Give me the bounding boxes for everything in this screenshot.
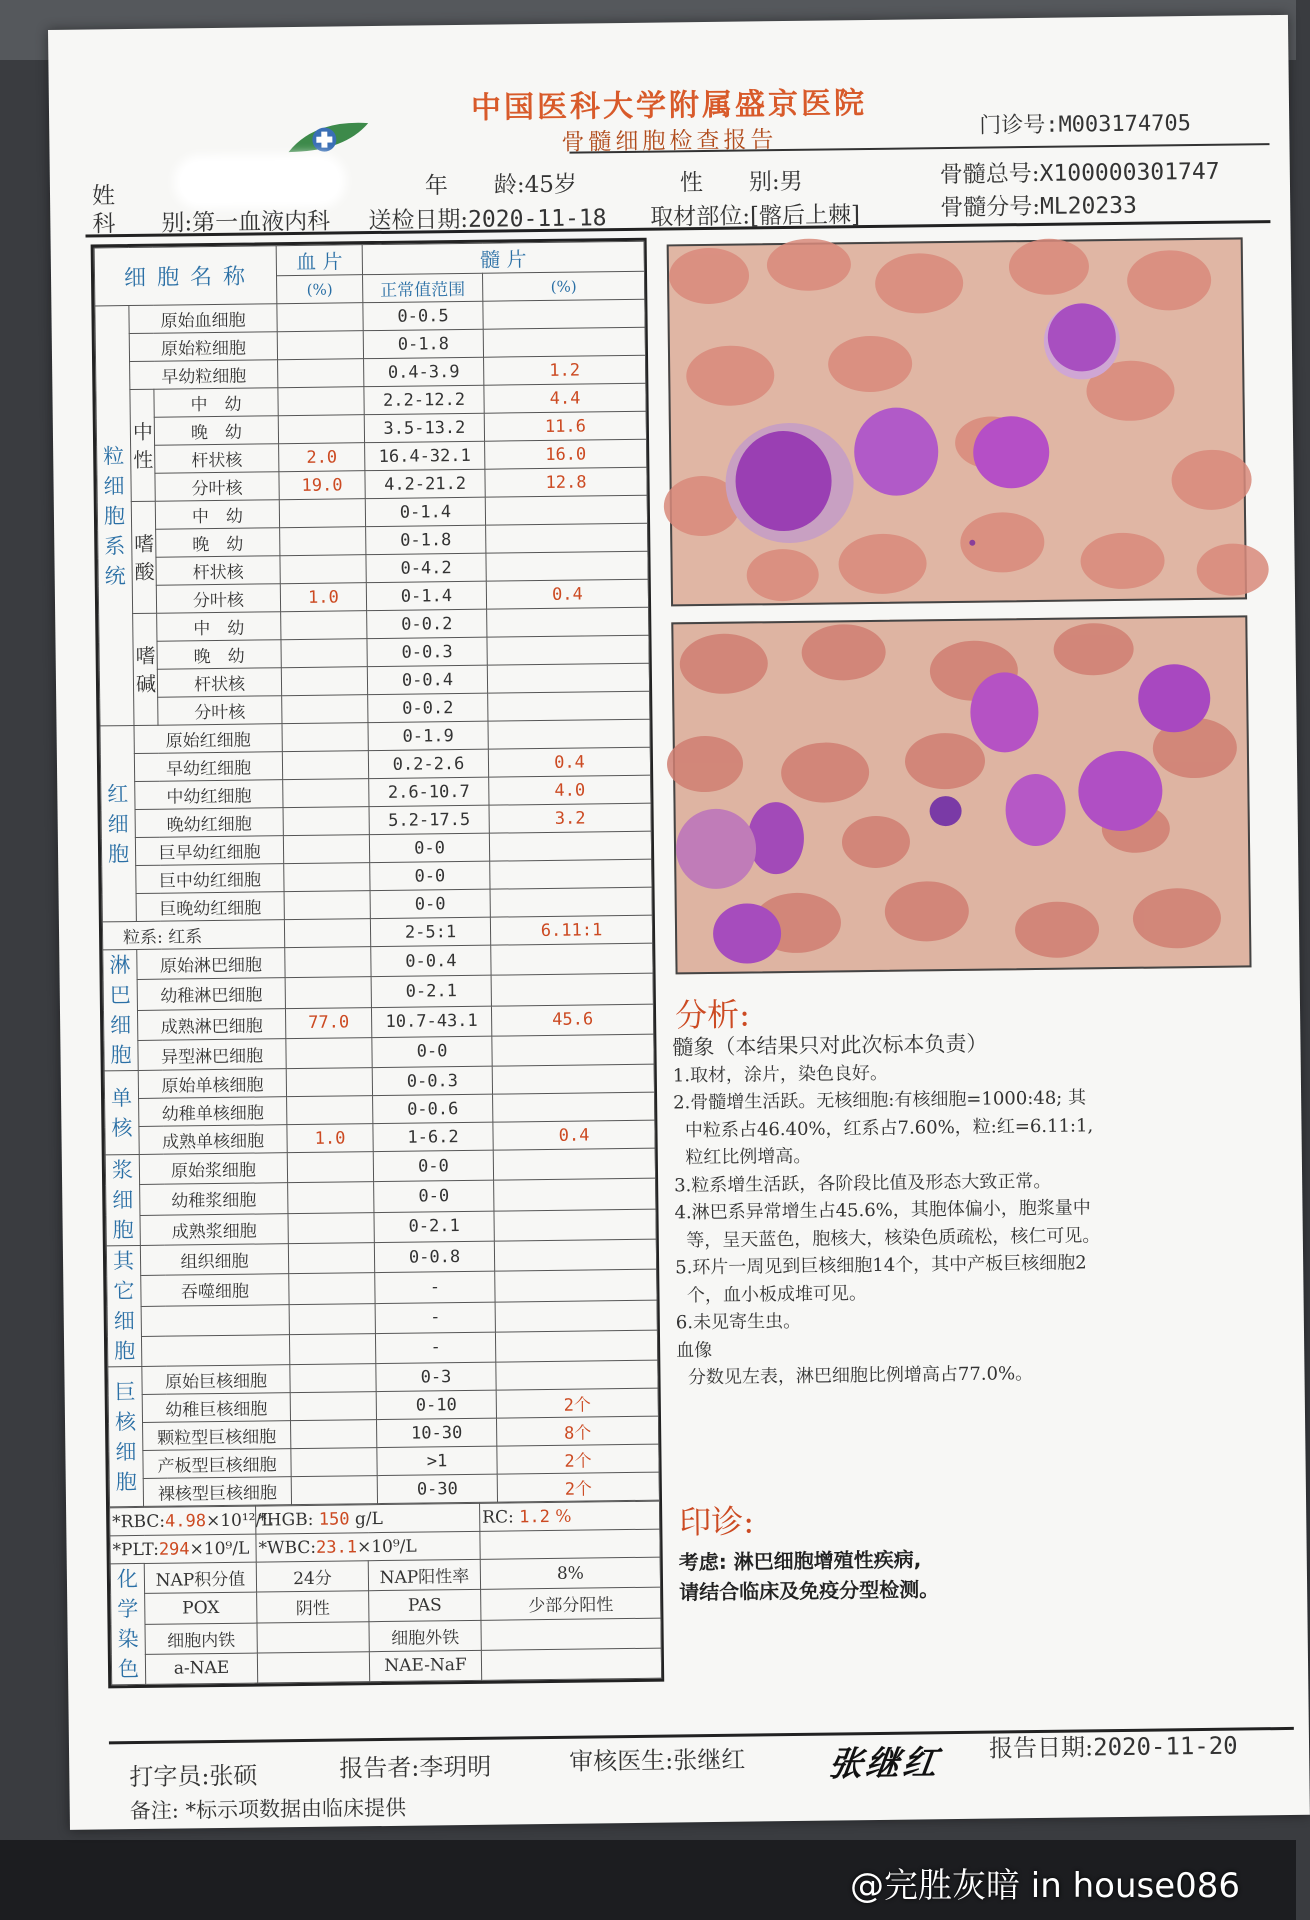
impression-title: 印诊:	[679, 1502, 755, 1542]
marrow-pct: 2个	[497, 1444, 659, 1474]
site-field: 取材部位:[髂后上棘]	[650, 202, 861, 231]
cell-name: 原始巨核细胞	[142, 1365, 290, 1395]
typist: 打字员:张硕	[129, 1761, 258, 1792]
cell-name: 巨晚幼红细胞	[136, 892, 284, 922]
blood-pct	[277, 303, 363, 332]
marrow-pct	[487, 607, 649, 637]
cell-name: 原始浆细胞	[139, 1153, 287, 1185]
marrow-pct	[493, 1148, 655, 1180]
blood-pct	[284, 891, 370, 920]
chem-row	[111, 1648, 661, 1685]
col-header-cell-name: 细 胞 名 称	[94, 246, 277, 306]
marrow-pct: 12.8	[485, 467, 647, 497]
normal-range: 0-1.8	[363, 329, 483, 358]
blood-pct	[284, 919, 370, 948]
blood-pct	[291, 1448, 377, 1477]
normal-range: 4.2-21.2	[365, 469, 485, 498]
marrow-pct	[492, 1064, 654, 1094]
cell-name: 杆状核	[156, 556, 280, 586]
marrow-pct	[489, 831, 651, 861]
analysis-title: 分析:	[674, 995, 751, 1035]
subgroup-baso: 嗜碱	[133, 613, 158, 725]
normal-range: 0-3	[376, 1362, 496, 1391]
marrow-pct: 16.0	[485, 439, 647, 469]
cell-name: 组织细胞	[140, 1244, 288, 1276]
blood-pct	[279, 499, 365, 528]
col-header-blood: 血 片	[276, 245, 362, 276]
blood-pct	[291, 1476, 377, 1505]
normal-range: 3.5-13.2	[364, 413, 484, 442]
marrow-pct: 45.6	[491, 1004, 653, 1036]
marrow-pct	[483, 327, 645, 357]
cell-name: 分叶核	[155, 472, 279, 502]
marrow-pct	[495, 1330, 657, 1362]
normal-range: 0-0	[369, 833, 489, 862]
marrow-pct	[490, 859, 652, 889]
group-erythro: 红细胞	[100, 726, 136, 922]
marrow-pct	[490, 887, 652, 917]
col-header-blood-pct: (%)	[277, 275, 363, 304]
normal-range: 0-1.4	[365, 497, 485, 526]
normal-range: 16.4-32.1	[365, 441, 485, 470]
pas-label: PAS	[369, 1590, 481, 1622]
group-mono: 单核	[104, 1070, 139, 1154]
blood-pct	[289, 1303, 375, 1334]
normal-range: -	[375, 1271, 495, 1303]
cell-count-table	[91, 238, 665, 1689]
analysis-line: 血像	[676, 1339, 713, 1361]
anae-value	[257, 1651, 369, 1683]
cell-name: 原始红细胞	[134, 724, 282, 754]
report-date: 报告日期:2020-11-20	[988, 1731, 1238, 1763]
normal-range: 0-1.4	[366, 581, 486, 610]
blood-pct	[287, 1152, 373, 1183]
normal-range: 2.2-12.2	[364, 385, 484, 414]
marrow-pct: 0.4	[488, 747, 650, 777]
extra-iron-value	[481, 1618, 661, 1650]
normal-range: 0-0	[370, 861, 490, 890]
cell-name: 成熟单核细胞	[139, 1125, 287, 1155]
blood-pct	[278, 387, 364, 416]
blood-pct: 19.0	[279, 471, 365, 500]
cell-name: 中 幼	[157, 612, 281, 642]
blood-pct	[278, 359, 364, 388]
naf-label: NAE-NaF	[369, 1650, 481, 1682]
normal-range: 0-0.4	[367, 665, 487, 694]
pas-value: 少部分阳性	[481, 1587, 661, 1619]
blood-pct	[278, 415, 364, 444]
marrow-pct	[494, 1178, 656, 1210]
wbc-cell: *WBC:23.1×10⁹/L	[256, 1531, 480, 1562]
cell-name	[141, 1334, 289, 1366]
col-header-marrow-pct: (%)	[483, 271, 645, 301]
normal-range: 0.2-2.6	[368, 749, 488, 778]
cell-name: 巨中幼红细胞	[136, 864, 284, 894]
normal-range: 0-0.6	[373, 1094, 493, 1123]
normal-range: 0-1.8	[366, 525, 486, 554]
analysis-line: 分数见左表，淋巴细胞比例增高占77.0%。	[676, 1363, 1034, 1389]
analysis-line: 1.取材，涂片，染色良好。	[672, 1062, 889, 1086]
blood-pct	[280, 527, 366, 556]
marrow-pct	[488, 719, 650, 749]
analysis-line: 3.粒系增生活跃，各阶段比值及形态大致正常。	[674, 1170, 1052, 1196]
cell-name: 吞噬细胞	[141, 1274, 289, 1306]
analysis-body	[672, 1027, 1276, 1392]
blood-pct	[282, 695, 368, 724]
blood-pct	[282, 751, 368, 780]
pox-value: 阴性	[257, 1591, 369, 1623]
group-plasma: 浆细胞	[105, 1154, 140, 1245]
normal-range: -	[375, 1302, 495, 1334]
impression-line: 考虑: 淋巴细胞增殖性疾病,	[678, 1547, 922, 1575]
cell-name: 晚幼红细胞	[135, 808, 283, 838]
marrow-pct	[495, 1269, 657, 1301]
nap-rate-value: 8%	[480, 1557, 660, 1589]
cell-name: 中 幼	[155, 500, 279, 530]
analysis-line: 个，血小板成堆可见。	[675, 1282, 868, 1306]
cell-name: 幼稚巨核细胞	[142, 1393, 290, 1423]
cell-name: 原始单核细胞	[138, 1069, 286, 1099]
marrow-pct	[487, 663, 649, 693]
normal-range: 0-0.3	[372, 1066, 492, 1095]
normal-range: 2-5:1	[370, 917, 490, 946]
cell-name: 巨早幼红细胞	[135, 836, 283, 866]
normal-range: -	[375, 1332, 495, 1364]
marrow-pct	[483, 299, 645, 329]
analysis-line: 粒红比例增高。	[673, 1145, 812, 1169]
marrow-pct: 0.4	[493, 1120, 655, 1150]
marrow-pct	[496, 1360, 658, 1390]
normal-range: 2.6-10.7	[369, 777, 489, 806]
cell-name: 颗粒型巨核细胞	[143, 1421, 291, 1451]
blood-pct	[285, 947, 371, 978]
normal-range: 5.2-17.5	[369, 805, 489, 834]
normal-range: 0-0.4	[371, 945, 491, 977]
marrow-pct: 6.11:1	[490, 915, 652, 945]
blood-pct	[286, 1037, 372, 1068]
anae-label: a-NAE	[145, 1653, 257, 1685]
normal-range: 0-0.2	[367, 609, 487, 638]
marrow-pct: 8个	[497, 1416, 659, 1446]
rbc-cell: *RBC:4.98×10¹²/L	[110, 1506, 256, 1536]
analysis-line: 2.骨髓增生活跃。无核细胞:有核细胞=1000:48; 其	[673, 1087, 1087, 1114]
subgroup-eos: 嗜酸	[131, 501, 156, 613]
blood-pct	[286, 1068, 372, 1097]
normal-range: 10.7-43.1	[371, 1006, 491, 1038]
blood-pct	[285, 977, 371, 1008]
cell-name: 产板型巨核细胞	[143, 1449, 291, 1479]
marrow-pct	[487, 635, 649, 665]
analysis-line: 等，呈天蓝色，胞核大，核染色质疏松，核仁可见。	[674, 1224, 1101, 1251]
normal-range: 1-6.2	[373, 1122, 493, 1151]
micrograph-1	[667, 237, 1247, 606]
cell-name: 晚 幼	[157, 640, 281, 670]
marrow-pct	[488, 691, 650, 721]
cell-name: 分叶核	[156, 584, 280, 614]
cell-name: 杆状核	[157, 668, 281, 698]
marrow-pct: 2个	[496, 1388, 658, 1418]
normal-range: 0-30	[377, 1474, 497, 1503]
normal-range: 0-0.2	[368, 693, 488, 722]
cell-name: 成熟浆细胞	[140, 1213, 288, 1245]
normal-range: 0-1.9	[368, 721, 488, 750]
blood-pct	[281, 639, 367, 668]
normal-range: 0-0	[372, 1036, 492, 1068]
blood-pct	[283, 779, 369, 808]
marrow-sub-field: 骨髓分号:ML20233	[940, 192, 1138, 222]
normal-range: 0-0.3	[367, 637, 487, 666]
marrow-pct	[491, 973, 653, 1005]
group-lympho: 淋巴细胞	[103, 949, 138, 1070]
blood-pct	[283, 835, 369, 864]
marrow-pct: 0.4	[486, 579, 648, 609]
sex-field: 性 别:男	[679, 168, 803, 197]
reporter: 报告者:李玥明	[339, 1752, 492, 1783]
blood-pct	[290, 1364, 376, 1393]
report-title: 骨髓细胞检查报告	[561, 127, 778, 156]
reviewer: 审核医生:张继红	[569, 1745, 746, 1776]
nap-rate-label: NAP阳性率	[368, 1559, 480, 1591]
blood-pct	[288, 1243, 374, 1274]
analysis-line: 中粒系占46.40%，红系占7.60%，粒:红=6.11:1,	[673, 1114, 1094, 1141]
blood-pct	[289, 1333, 375, 1364]
cell-name: 原始粒细胞	[129, 332, 277, 362]
normal-range: 0-2.1	[374, 1211, 494, 1243]
normal-range: 0-0	[374, 1180, 494, 1212]
micrograph-2	[671, 615, 1251, 974]
group-other: 其它细胞	[106, 1245, 141, 1366]
cell-name: 原始淋巴细胞	[137, 948, 285, 980]
report-paper	[48, 15, 1310, 1830]
normal-range: 0-0.5	[363, 301, 483, 330]
cell-name: 幼稚单核细胞	[139, 1097, 287, 1127]
hospital-name: 中国医科大学附属盛京医院	[470, 86, 868, 126]
analysis-line: 髓象（本结果只对此次标本负责）	[672, 1031, 988, 1060]
normal-range: 0-10	[376, 1390, 496, 1419]
normal-range: 0-0.8	[374, 1241, 494, 1273]
name-label: 姓	[91, 183, 116, 210]
nap-score-value: 24分	[256, 1561, 368, 1593]
signature: 张继红	[826, 1743, 943, 1785]
group-chem: 化学染色	[110, 1563, 145, 1684]
cell-name: 异型淋巴细胞	[138, 1038, 286, 1070]
plt-cell: *PLT:294×10⁹/L	[110, 1534, 256, 1564]
blood-pct: 1.0	[280, 583, 366, 612]
cell-name	[141, 1304, 289, 1336]
marrow-pct: 1.2	[484, 355, 646, 385]
watermark: @完胜灰暗 in house086	[850, 1866, 1241, 1906]
footnote: 备注: *标示项数据由临床提供	[129, 1795, 407, 1824]
naf-value	[481, 1648, 661, 1680]
normal-range: 0-4.2	[366, 553, 486, 582]
blood-pct	[288, 1212, 374, 1243]
normal-range: 10-30	[377, 1418, 497, 1447]
blood-pct: 77.0	[285, 1007, 371, 1038]
marrow-pct	[486, 551, 648, 581]
cell-name: 晚 幼	[156, 528, 280, 558]
marrow-pct	[491, 943, 653, 975]
analysis-line: 5.环片一周见到巨核细胞14个，其中产板巨核细胞2	[675, 1252, 1087, 1279]
blood-pct	[290, 1392, 376, 1421]
hgb-cell: *HGB: 150 g/L	[256, 1503, 480, 1534]
cell-name: 幼稚淋巴细胞	[137, 978, 285, 1010]
cell-name: 杆状核	[155, 444, 279, 474]
cell-name: 裸核型巨核细胞	[143, 1477, 291, 1507]
normal-range: 0-2.1	[371, 975, 491, 1007]
marrow-pct: 3.2	[489, 803, 651, 833]
blood-pct	[281, 611, 367, 640]
blood-pct: 2.0	[279, 443, 365, 472]
col-header-normal: 正常值范围	[363, 273, 483, 302]
blood-pct	[283, 807, 369, 836]
marrow-pct: 4.4	[484, 383, 646, 413]
normal-range: 0.4-3.9	[364, 357, 484, 386]
dept-field: 科 别:第一血液内科	[92, 208, 331, 238]
marrow-total-field: 骨髓总号:X100000301747	[939, 158, 1220, 189]
analysis-line: 4.淋巴系异常增生占45.6%，其胞体偏小，胞浆量中	[674, 1197, 1091, 1224]
empty-cell	[480, 1529, 660, 1559]
cell-name: 原始血细胞	[129, 304, 277, 334]
marrow-pct	[492, 1034, 654, 1066]
cell-name: 分叶核	[158, 696, 282, 726]
group-granulo: 粒细胞系统	[95, 306, 134, 726]
blood-pct	[281, 667, 367, 696]
cell-name: 早幼红细胞	[134, 752, 282, 782]
marrow-pct	[494, 1239, 656, 1271]
nap-score-label: NAP积分值	[144, 1562, 256, 1594]
normal-range: 0-0	[373, 1150, 493, 1182]
subgroup-neutro: 中性	[130, 389, 155, 501]
intra-iron-value	[257, 1621, 369, 1653]
cell-name: 粒系: 红系	[102, 920, 284, 950]
marrow-pct: 2个	[497, 1472, 659, 1502]
blood-pct	[288, 1182, 374, 1213]
marrow-pct	[486, 523, 648, 553]
blood-pct	[282, 723, 368, 752]
submit-date-field: 送检日期:2020-11-18	[368, 205, 607, 235]
col-header-marrow: 髓 片	[362, 241, 644, 274]
blood-pct: 1.0	[287, 1124, 373, 1153]
redacted-name	[180, 159, 341, 203]
analysis-line: 6.未见寄生虫。	[675, 1310, 802, 1334]
blood-pct	[280, 555, 366, 584]
group-mega: 巨核细胞	[108, 1366, 144, 1506]
impression-body	[679, 1544, 940, 1607]
cell-name: 幼稚浆细胞	[140, 1183, 288, 1215]
impression-line: 请结合临床及免疫分型检测。	[678, 1577, 940, 1605]
cell-name: 中幼红细胞	[135, 780, 283, 810]
extra-iron-label: 细胞外铁	[369, 1620, 481, 1652]
blood-pct	[277, 331, 363, 360]
blood-pct	[291, 1420, 377, 1449]
marrow-pct	[485, 495, 647, 525]
cell-name: 成熟淋巴细胞	[137, 1008, 285, 1040]
marrow-pct	[494, 1209, 656, 1241]
normal-range: >1	[377, 1446, 497, 1475]
clinic-number: 门诊号:M003174705	[979, 111, 1192, 139]
pox-label: POX	[145, 1592, 257, 1624]
intra-iron-label: 细胞内铁	[145, 1623, 257, 1655]
marrow-pct: 4.0	[489, 775, 651, 805]
blood-pct	[287, 1096, 373, 1125]
blood-pct	[284, 863, 370, 892]
marrow-pct	[493, 1092, 655, 1122]
cell-name: 中 幼	[154, 388, 278, 418]
age-field: 年 龄:45岁	[424, 171, 578, 200]
cell-name: 晚 幼	[154, 416, 278, 446]
marrow-pct	[495, 1300, 657, 1332]
blood-pct	[289, 1273, 375, 1304]
cell-name: 早幼粒细胞	[130, 360, 278, 390]
normal-range: 0-0	[370, 889, 490, 918]
rc-cell: RC: 1.2 %	[480, 1501, 660, 1531]
marrow-pct: 11.6	[484, 411, 646, 441]
